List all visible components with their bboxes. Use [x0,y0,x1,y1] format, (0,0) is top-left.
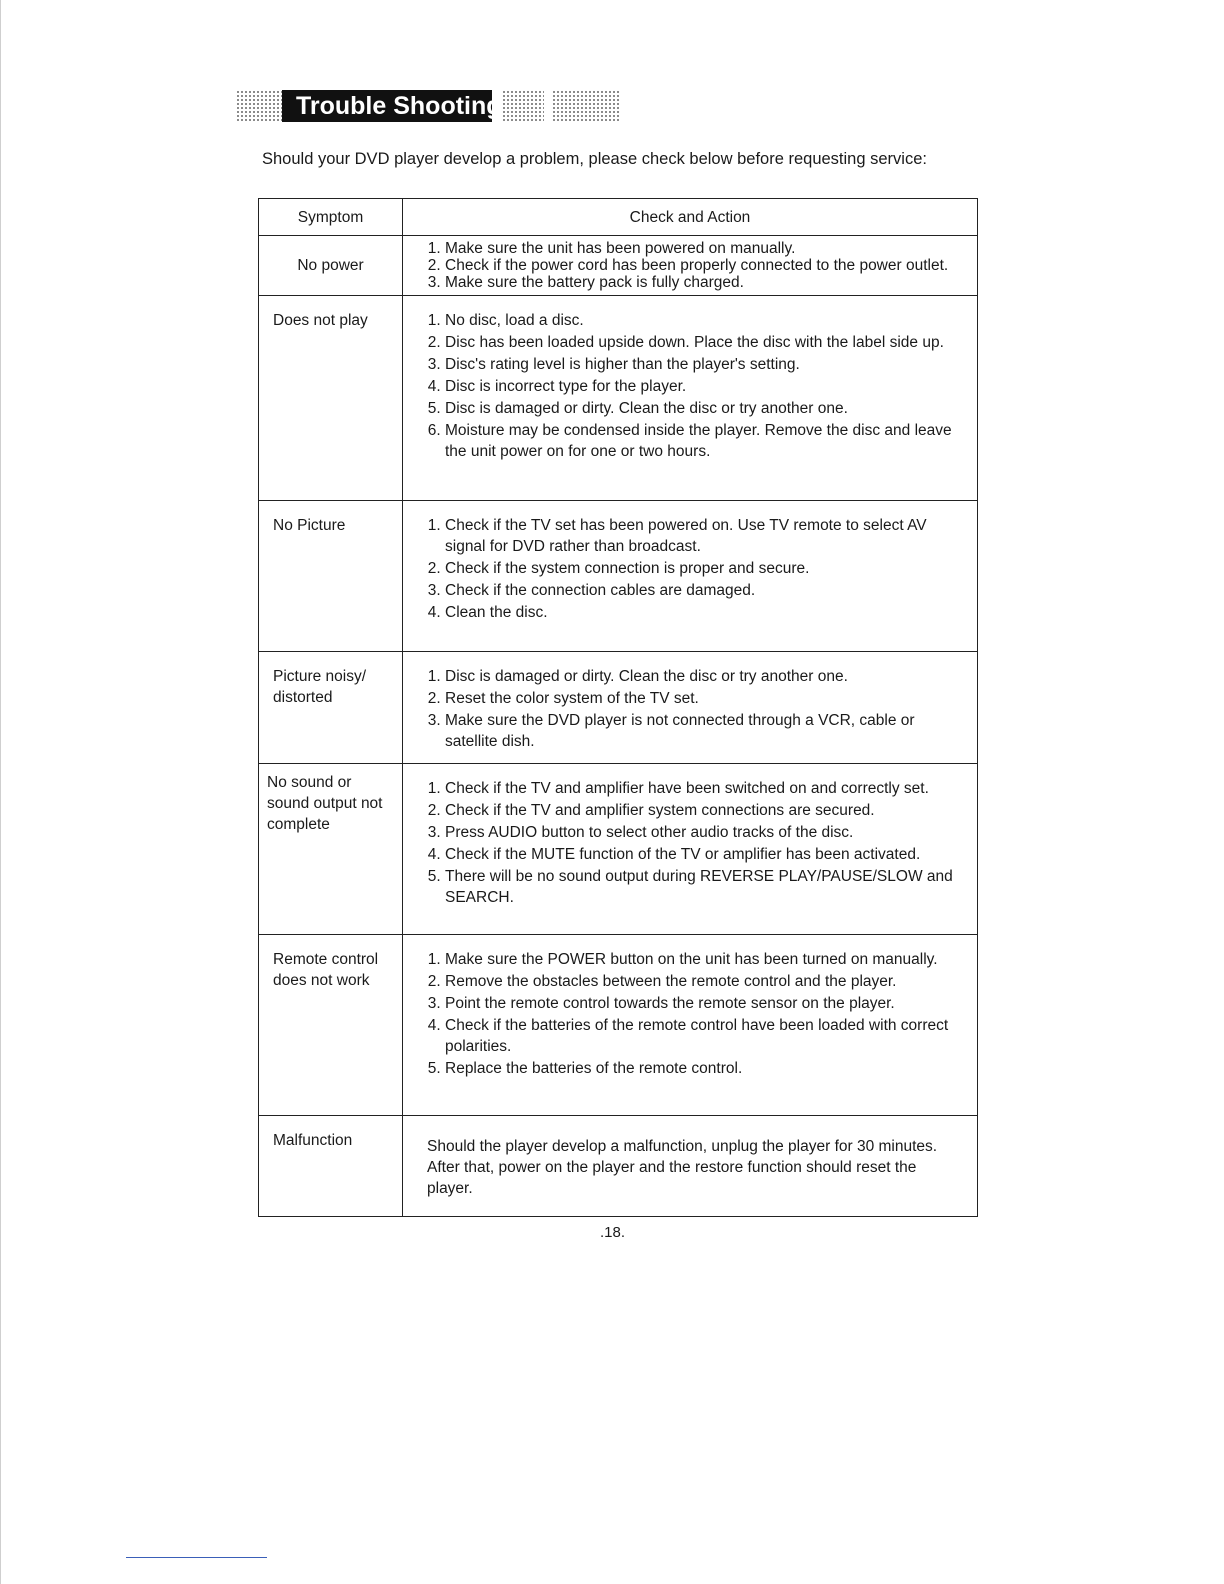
table-row [259,296,978,501]
symptom-cell: Does not play [259,296,403,501]
action-column-header: Check and Action [403,199,978,236]
list-item: 1. Make sure the POWER button on the unit has been turned on manually. [445,949,965,970]
list-item: 4. Check if the batteries of the remote control have been loaded with correct polarities. [445,1015,965,1057]
list-item: 3. Disc's rating level is higher than the player's setting. [445,354,965,375]
table-row [259,1116,978,1217]
list-item: 2. Check if the power cord has been properly connected to the power outlet. [445,257,965,274]
dot-pattern-decoration [236,90,282,122]
page-number: .18. [600,1224,626,1241]
action-cell [403,1116,978,1217]
symptom-cell: Malfunction [259,1116,403,1217]
action-list [427,310,965,462]
symptom-cell: No sound or sound output not complete [259,764,403,935]
list-item: 3. Press AUDIO button to select other audio tracks of the disc. [445,822,965,843]
list-item: 2. Remove the obstacles between the remote control and the player. [445,971,965,992]
malfunction-text: Should the player develop a malfunction, unplug the player for 30 minutes. After that, power on the player and the restore function should reset the player. [427,1138,938,1197]
troubleshooting-table [258,198,978,1217]
table-row [259,501,978,652]
list-item: 5. Disc is damaged or dirty. Clean the disc or try another one. [445,398,965,419]
list-item: 5. There will be no sound output during REVERSE PLAY/PAUSE/SLOW and SEARCH. [445,866,965,908]
list-item: 1. Check if the TV and amplifier have been switched on and correctly set. [445,778,965,799]
list-item: 5. Replace the batteries of the remote control. [445,1058,965,1079]
list-item: 4. Disc is incorrect type for the player. [445,376,965,397]
action-cell [403,296,978,501]
action-list [427,240,965,291]
list-item: 2. Disc has been loaded upside down. Place the disc with the label side up. [445,332,965,353]
symptom-cell: No Picture [259,501,403,652]
list-item: 3. Make sure the DVD player is not connected through a VCR, cable or satellite dish. [445,710,965,752]
list-item: 1. Disc is damaged or dirty. Clean the disc or try another one. [445,666,965,687]
action-list [427,515,965,623]
symptom-cell: No power [259,236,403,296]
list-item: 1. No disc, load a disc. [445,310,965,331]
list-item: 1. Make sure the unit has been powered on manually. [445,240,965,257]
symptom-cell: Remote control does not work [259,935,403,1116]
action-list [427,778,965,908]
list-item: 3. Point the remote control towards the remote sensor on the player. [445,993,965,1014]
action-list [427,949,965,1079]
list-item: 3. Make sure the battery pack is fully charged. [445,274,965,291]
action-list [427,666,965,752]
section-header [236,90,620,122]
symptom-cell: Picture noisy/ distorted [259,652,403,764]
table-row [259,935,978,1116]
list-item: 6. Moisture may be condensed inside the player. Remove the disc and leave the unit power on for one or two hours. [445,420,965,462]
action-cell [403,764,978,935]
action-cell [403,935,978,1116]
list-item: 4. Clean the disc. [445,602,965,623]
dot-pattern-decoration [552,90,620,122]
dot-pattern-decoration [502,90,544,122]
table-row [259,764,978,935]
list-item: 1. Check if the TV set has been powered on. Use TV remote to select AV signal for DVD rather than broadcast. [445,515,965,557]
page-edge [0,0,1,1584]
page-title: Trouble Shooting [282,90,492,122]
list-item: 2. Check if the system connection is proper and secure. [445,558,965,579]
action-cell [403,236,978,296]
action-cell [403,652,978,764]
table-row [259,652,978,764]
action-cell [403,501,978,652]
table-row [259,236,978,296]
symptom-column-header: Symptom [259,199,403,236]
list-item: 4. Check if the MUTE function of the TV or amplifier has been activated. [445,844,965,865]
footer-rule [126,1557,267,1558]
list-item: 2. Reset the color system of the TV set. [445,688,965,709]
intro-text: Should your DVD player develop a problem, please check below before requesting service: [262,150,927,168]
list-item: 2. Check if the TV and amplifier system connections are secured. [445,800,965,821]
table-header-row [259,199,978,236]
list-item: 3. Check if the connection cables are damaged. [445,580,965,601]
